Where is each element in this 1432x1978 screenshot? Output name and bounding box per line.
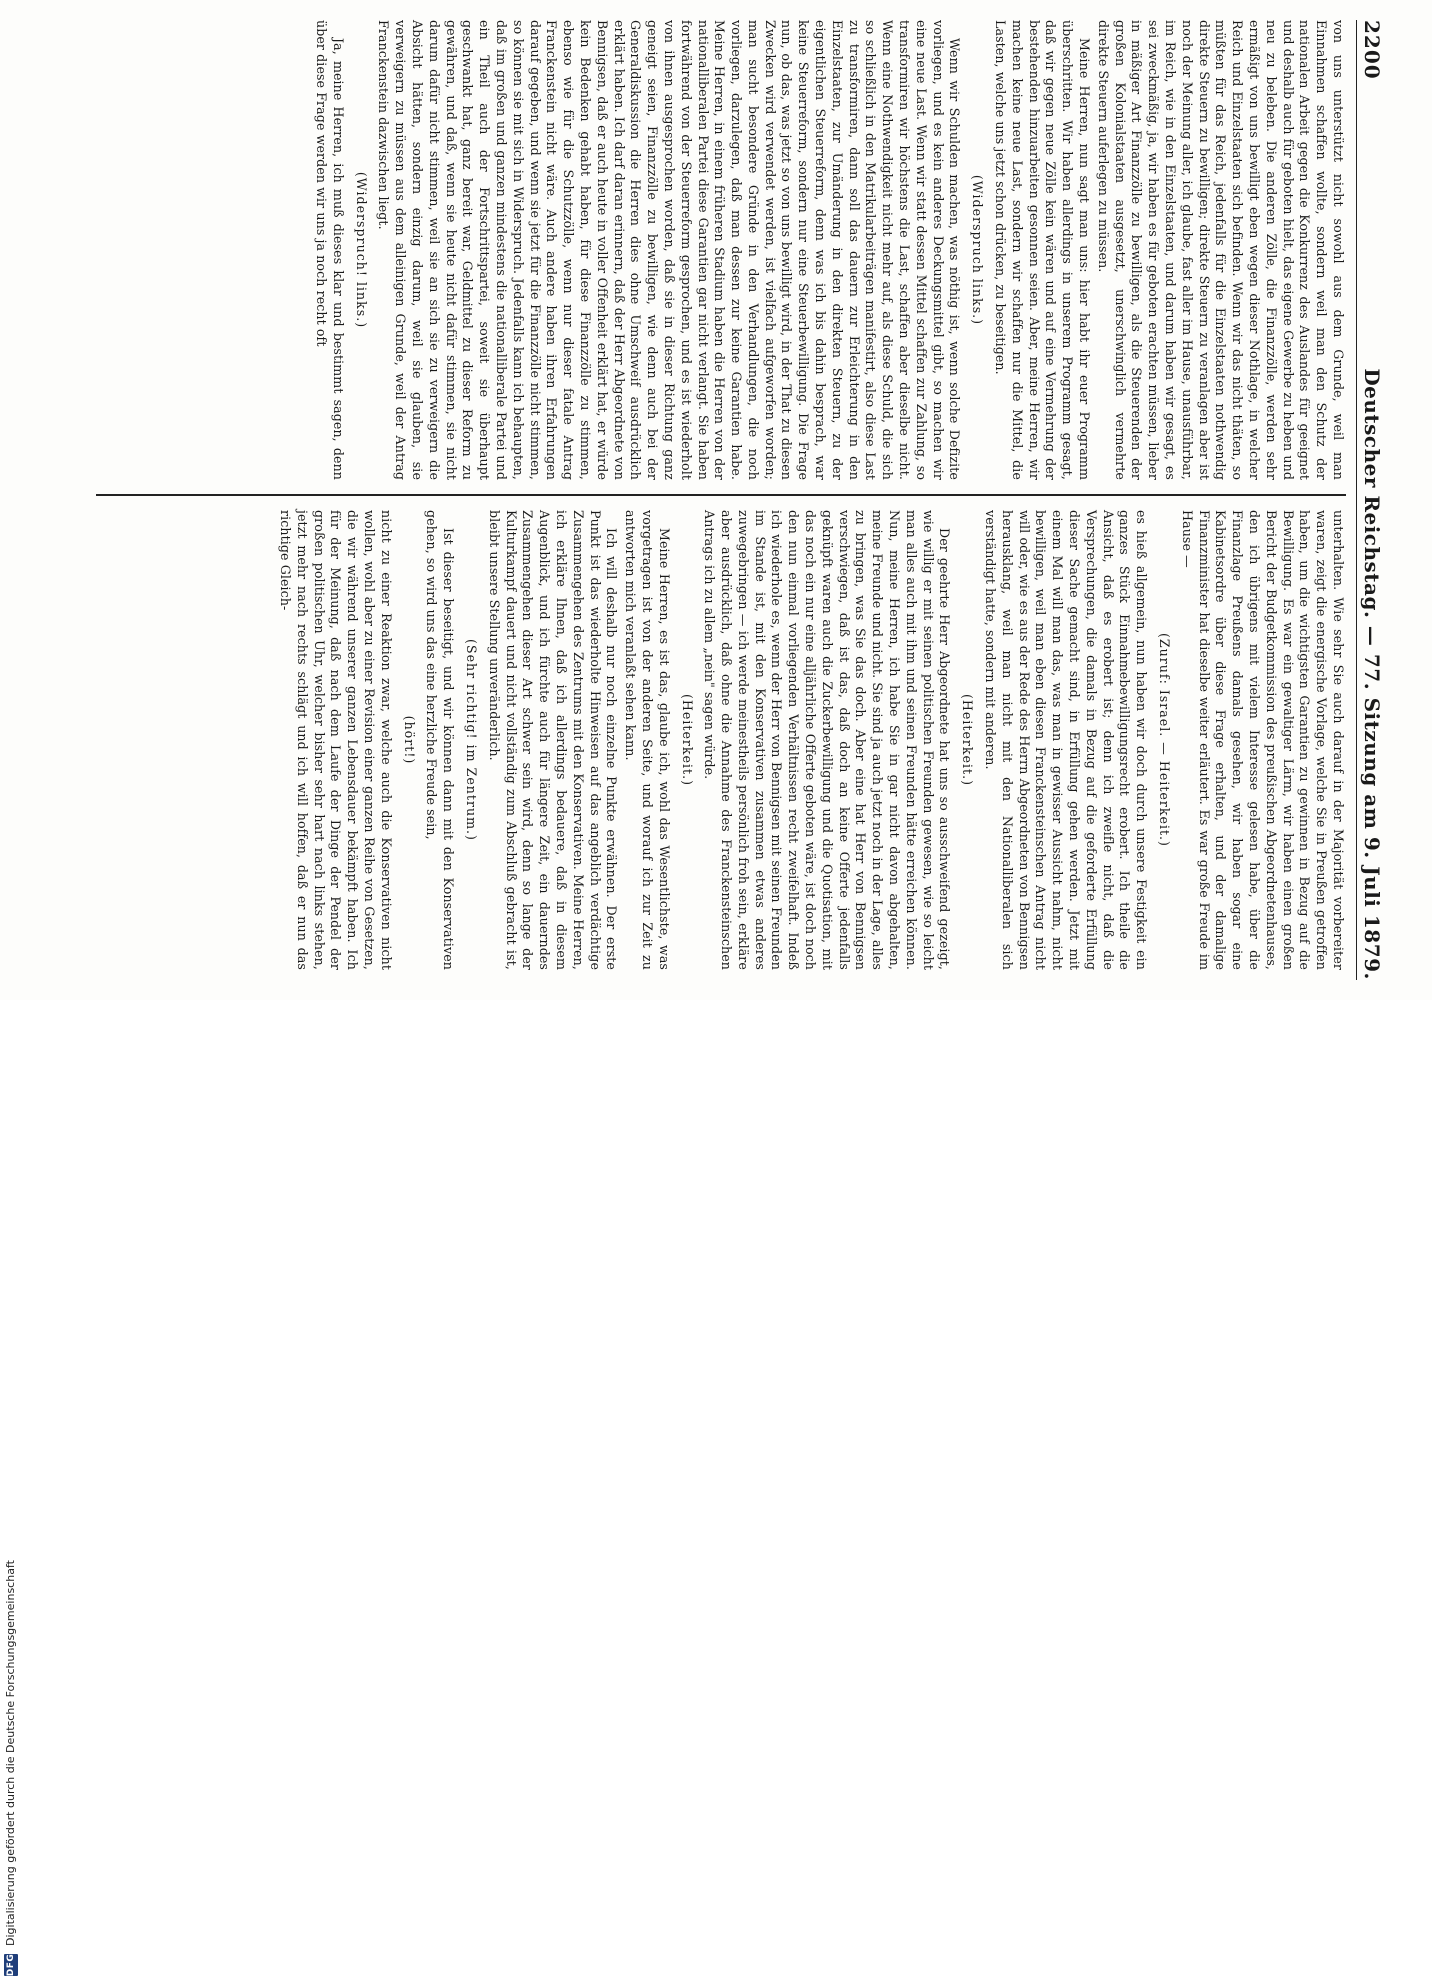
interjection: (Heiterkeit.) — [679, 694, 695, 786]
funding-footer — [0, 976, 22, 1978]
interjection: (Heiterkeit.) — [960, 694, 976, 786]
dfg-logo: DFG — [6, 1953, 16, 1977]
page-number: 2200 — [1360, 20, 1384, 80]
page-title: Deutscher Reichstag. — 77. Sitzung am 9. Juli 1879. — [1360, 368, 1384, 980]
funding-note: Digitalisierung gefördert durch die Deutsche Forschungsgemeinschaft — [4, 1560, 17, 1946]
paragraph: nicht zu einer Reaktion zwar, welche auch die Konservativen nicht wollen, wohl aber zu einer Revision einer ganzen Reihe von Gesetzen, die wir während unserer ganzen Lebensdauer bekämpft haben. Ich für der Meinung, daß nach dem Laufe der Dinge der Pendel der großen politischen Uhr, welcher bisher sehr hart nach links stehen, jetzt mehr nach rechts schlägt und ich will hoffen, daß er nun das richtige Gleich- — [277, 510, 394, 970]
rotated-page-content — [90, 20, 1390, 980]
interjection: (Sehr richtig! im Zentrum.) — [463, 639, 479, 841]
paragraph: Meine Herren, es ist das, glaube ich, wohl das Wesentlichste, was vorgetragen ist von der anderen Seite, und worauf ich zur Zeit zu antworten mich veranlaßt sehen kann. — [623, 510, 672, 970]
column-divider — [96, 494, 1346, 496]
page-header — [1356, 20, 1390, 980]
interjection: (hört!) — [401, 715, 417, 765]
paragraph: von uns unterstützt nicht sowohl aus dem Grunde, weil man Einnahmen schaffen wollte, sondern weil man den Schutz der nationalen Arbeit gegen die Konkurrenz des Auslandes für geeignet und deshalb auch für geboten hielt, das eigene Gewerbe zu heben und neu zu beleben. Die anderen Zölle, die Finanzzölle, werden sehr ermäßigt von uns bewilligt eben wegen dieser Nothlage, in welcher Reich und Einzelstaaten sich befinden. Wenn wir das nicht thäten, so müßten für das Reich, jedenfalls für die Einzelstaaten nothwendig direkte Steuern zu bewilligen; direkte Steuern zu veranlagen aber ist noch der Meinung aller, ich glaube, fast aller im Hause, unausführbar, im Reich, wie in den Einzelstaaten, und darum haben wir gesagt, es sei zweckmäßig, ja, wir haben es für geboten erachten müssen, lieber in mäßiger Art Finanzzölle zu bewilligen, als die Steuerenden der großen Kolonialstaaten ausgesetzt, unerschwinglich vermehrte direkte Steuern auferlegen zu müssen. — [1095, 20, 1346, 480]
interjection: (Widerspruch! links.) — [353, 171, 369, 329]
interjection: (Widerspruch links.) — [970, 174, 986, 326]
interjection: (Zuruf: Israel. — Heiterkeit.) — [1157, 633, 1173, 847]
right-column — [96, 510, 1346, 970]
paragraph: Ist dieser beseitigt, und wir können dann mit den Konservativen gehen, so wird uns das eine herzliche Freude sein, — [424, 510, 457, 970]
paragraph: Ich will deshalb nur noch einzelne Punkte erwähnen. Der erste Punkt ist das wiederholte Hinweisen auf das angeblich verdächtige Zusammengehen des Zentrums mit den Konservativen. Meine Herren, ich erkläre Ihnen, daß ich allerdings bedauere, daß in diesem Augenblick, und ich fürchte auch für längere Zeit, ein dauerndes Zusammengehen dieser Art schwer sein wird, denn so lange der Kulturkampf dauert und nicht vollständig zum Abschluß gebracht ist, bleibt unsere Stellung unveränderlich. — [486, 510, 620, 970]
left-column — [96, 20, 1346, 480]
paragraph: es hieß allgemein, nun haben wir doch durch unsere Festigkeit ein ganzes Stück Einnahmebewilligungsrecht erobert. Ich theile die Ansicht, daß es erobert ist; denn ich zweifle nicht, daß die Versprechungen, die damals in Bezug auf die geforderte Erfüllung dieser Sache gemacht sind, in Erfüllung gehen werden. Jetzt mit einem Mal will man das, was man in gewisser Aussicht nahm, nicht bewilligen, weil man eben diesen Franckensteinschen Antrag nicht will oder, wie es aus der Rede des Herrn Abgeordneten von Bennigsen herausklang, weil man nicht mit den Nationalliberalen sich verständigt hatte, sondern mit anderen. — [983, 510, 1150, 970]
paragraph: Ja, meine Herren, ich muß dieses klar und bestimmt sagen, denn über diese Frage werden wir uns ja noch recht oft — [313, 20, 346, 480]
footer-strip — [0, 0, 22, 1977]
paragraph: Der geehrte Herr Abgeordnete hat uns so ausschweifend gezeigt, wie willig er mit seinen politischen Freunden gewesen, wie so leicht man alles auch mit ihm und seinen Freunden hätte erreichen können. Nun, meine Herren, ich habe Sie in gar nicht davon abgehalten, meine Freunde und nicht. Sie sind ja auch jetzt noch in der Lage, alles zu bringen, was Sie das doch. Aber eine hat Herr von Bennigsen verschwiegen, daß ist das, daß doch an keine Offerte jedenfalls geknüpft waren auch die Zuckerbewilligung und die Quotisation, mit das noch ein nur eine alljährliche Offerte geboten wäre, ist doch noch den nun einmal vorliegenden Verhältnissen recht zweifelhaft. Indeß ich wiederhole es, wenn der Herr von Bennigsen mit seinen Freunden im Stande ist, mit den Konservativen zusammen etwas anderes zuwegebringen — ich werde meinestheils persönlich froh sein, erkläre aber ausdrücklich, daß ohne die Annahme des Franckensteinschen Antrags ich zu allem „nein" sagen würde. — [702, 510, 953, 970]
paragraph: Meine Herren, nun sagt man uns: hier habt ihr euer Programm überschritten. Wir haben allerdings in unserem Programm gesagt, daß wir gegen neue Zölle kein wären und auf eine Vermehrung der bestehenden hinzuarbeiten gesonnen seien. Aber, meine Herren, wir machen keine neue Last, sondern wir schaffen nur die Mittel, die Lasten, welche uns jetzt schon drücken, zu beseitigen. — [993, 20, 1093, 480]
paragraph: Wenn wir Schulden machen, was nöthig ist, wenn solche Defizite vorliegen, und es kein anderes Deckungsmittel gibt, so machen wir eine neue Last. Wenn wir statt dessen Mittel schaffen zur Zahlung, so transformiren wir höchstens die Last, schaffen aber dieselbe nicht. Wenn eine Nothwendigkeit nicht mehr auf, als diese Schuld, die sich so schließlich in den Matrikularbeiträgen manifestirt, also diese Last zu transformiren, dann soll das dauern zur Erleichterung in den Einzelstaaten, zur Umänderung in den direkten Steuern, zu der eigentlichen Steuerreform, denn was ich bis dahin besprach, war keine Steuerreform, sondern nur eine Steuerbewilligung. Die Frage nun, ob das, was jetzt so von uns bewilligt wird, in der That zu diesen Zwecken wird verwendet werden, ist vielfach aufgeworfen worden; man sucht besondere Gründe in den Verhandlungen, die noch vorliegen, darzulegen, daß man dessen zur keine Garantien habe. Meine Herren, in einem früheren Stadium haben die Herren von der nationalliberalen Partei diese Garantien gar nicht verlangt. Sie haben fortwährend von der Steuerreform gesprochen, und es ist wiederholt von ihnen ausgesprochen worden, daß sie in dieser Richtung ganz geneigt seien, Finanzzölle zu bewilligen, wie denn auch bei der Generaldiskussion die Herren dies ohne Umschweif ausdrücklich erklärt haben. Ich darf daran erinnern, daß der Herr Abgeordnete von Bennigsen, daß er auch heute in voller Offenheit erklärt hat, er würde kein Bedenken gehabt haben, für diese Finanzzölle zu stimmen, ebenso wie für die Schutzzölle, wenn nur dieser fatale Antrag Franckenstein nicht wäre. Auch andere haben ihren Erfahrungen darauf gegeben, und wenn sie jetzt für die Finanzzölle nicht stimmen, so können sie mit sich in Widerspruch. Jedenfalls kann ich behaupten, daß im großen und ganzen mindestens die nationalliberale Partei und ein Theil auch der Fortschrittspartei, soweit sie überhaupt geschwankt hat, ganz bereit war, Geldmittel zu dieser Reform zu gewähren, und daß, wenn sie heute nicht dafür stimmen, sie nicht darum dafür nicht stimmen, weil sie an sich sie zu verweigern die Absicht hätten, sondern einzig darum, weil sie glauben, sie verweigern zu müssen aus dem alleinigen Grunde, weil der Antrag Franckenstein dazwischen liegt. — [376, 20, 963, 480]
paragraph: unterhalten. Wie sehr Sie auch darauf in der Majorität vorbereiter waren, zeigt die energische Vorlage, welche Sie in Preußen getroffen haben, um die wichtigsten Garantien zu gewinnen in Bezug auf die Bewilligung. Es war ein gewaltiger Lärm, wir haben einen großen Bericht der Budgetkommission des preußischen Abgeordnetenhauses, den ich übrigens mit vielem Interesse gelesen habe, über die Finanzlage Preußens damals gesehen, wir haben sogar eine Kabinetsordre über diese Frage erhalten, und der damalige Finanzminister hat dieselbe weiter erläutert. Es war große Freude im Hause — — [1179, 510, 1346, 970]
